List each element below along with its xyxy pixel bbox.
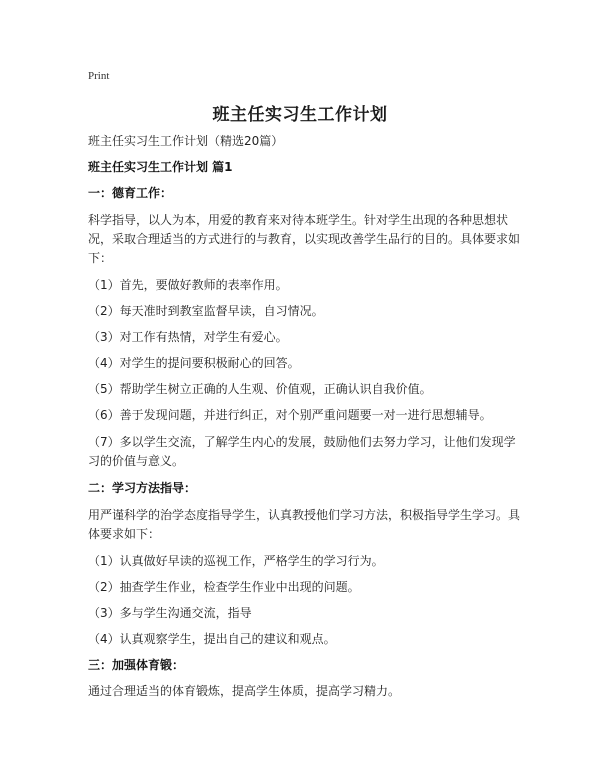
list-item: （7）多以学生交流，了解学生内心的发展，鼓励他们去努力学习，让他们发现学习的价值与意义。 [88, 435, 516, 468]
list-item: （1）首先，要做好教师的表率作用。 [88, 278, 288, 292]
section-heading: 一：德育工作： [88, 186, 173, 200]
list-item: （3）多与学生沟通交流，指导 [88, 606, 252, 620]
section-heading: 三：加强体育锻： [88, 658, 185, 672]
section-intro: 科学指导，以人为本，用爱的教育来对待本班学生。针对学生出现的各种思想状况，采取合理适当的方式进行的与教育，以实现改善学生品行的目的。具体要求如下： [88, 213, 521, 265]
document-subtitle: 班主任实习生工作计划（精选20篇） [88, 134, 284, 148]
list-item: （1）认真做好早读的巡视工作，严格学生的学习行为。 [88, 554, 384, 568]
list-item: （2）每天准时到教室监督早读，自习情况。 [88, 304, 324, 318]
list-item: （6）善于发现问题，并进行纠正，对个别严重问题要一对一进行思想辅导。 [88, 408, 492, 422]
list-item: （5）帮助学生树立正确的人生观、价值观，正确认识自我价值。 [88, 382, 432, 396]
list-item: （3）对工作有热情，对学生有爱心。 [88, 330, 288, 344]
section-intro: 用严谨科学的治学态度指导学生，认真教授他们学习方法，积极指导学生学习。具体要求如下： [88, 508, 521, 541]
print-link[interactable]: Print [88, 70, 110, 82]
page-title: 班主任实习生工作计划 [212, 105, 388, 125]
list-item: （4）认真观察学生，提出自己的建议和观点。 [88, 632, 336, 646]
list-item: （4）对学生的提问要积极耐心的回答。 [88, 356, 300, 370]
section-intro: 通过合理适当的体育锻炼，提高学生体质，提高学习精力。 [88, 684, 401, 698]
document-body [88, 133, 520, 709]
article-heading: 班主任实习生工作计划 篇1 [88, 160, 233, 174]
list-item: （2）抽查学生作业，检查学生作业中出现的问题。 [88, 580, 360, 594]
section-heading: 二：学习方法指导： [88, 481, 197, 495]
